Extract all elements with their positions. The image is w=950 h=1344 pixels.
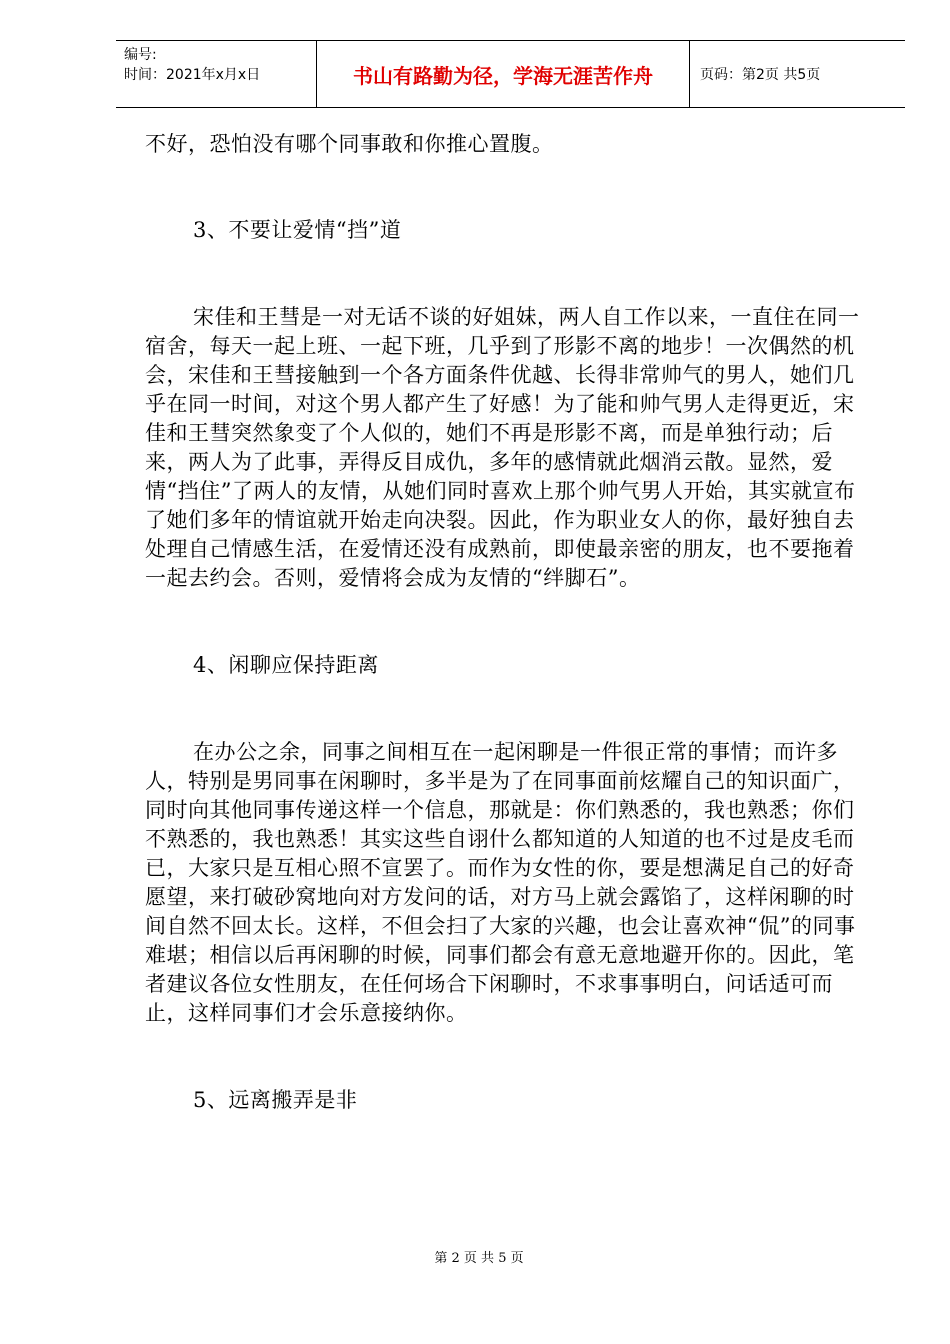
- header-motto: 书山有路勤为径，学海无涯苦作舟: [316, 41, 690, 107]
- number-label: 编号:: [124, 47, 157, 63]
- section-heading-5: 5、远离搬弄是非: [193, 1088, 358, 1112]
- page-header: [116, 40, 905, 108]
- intro-line: 不好，恐怕没有哪个同事敢和你推心置腹。: [145, 132, 554, 156]
- section-body-3: 宋佳和王彗是一对无话不谈的好姐妹，两人自工作以来，一直住在同一宿舍，每天一起上班、一起下班，几乎到了形影不离的地步！一次偶然的机会，宋佳和王彗接触到一个各方面条件优越、长得非常帅气的男人，她们几乎在同一时间，对这个男人都产生了好感！为了能和帅气男人走得更近，宋佳和王彗突然象变了个人似的，她们不再是形影不离，而是单独行动；后来，两人为了此事，弄得反目成仇，多年的感情就此烟消云散。显然，爱情“挡住”了两人的友情，从她们同时喜欢上那个帅气男人开始，其实就宣布了她们多年的情谊就开始走向决裂。因此，作为职业女人的你，最好独自去处理自己情感生活，在爱情还没有成熟前，即使最亲密的朋友，也不要拖着一起去约会。否则，爱情将会成为友情的“绊脚石”。: [145, 305, 860, 590]
- section-body-4: 在办公之余，同事之间相互在一起闲聊是一件很正常的事情；而许多人，特别是男同事在闲聊时，多半是为了在同事面前炫耀自己的知识面广，同时向其他同事传递这样一个信息，那就是：你们熟悉的，我也熟悉；你们不熟悉的，我也熟悉！其实这些自诩什么都知道的人知道的也不过是皮毛而已，大家只是互相心照不宣罢了。而作为女性的你，要是想满足自己的好奇愿望，来打破砂窝地向对方发问的话，对方马上就会露馅了，这样闲聊的时间自然不回太长。这样，不但会扫了大家的兴趣，也会让喜欢神“侃”的同事难堪；相信以后再闲聊的时候，同事们都会有意无意地避开你的。因此，笔者建议各位女性朋友，在任何场合下闲聊时，不求事事明白，问话适可而止，这样同事们才会乐意接纳你。: [145, 740, 856, 1025]
- header-meta: [116, 41, 316, 107]
- page-footer: 第 2 页 共 5 页: [434, 1251, 524, 1266]
- time-label: 时间：2021年x月x日: [124, 67, 261, 83]
- section-heading-3: 3、不要让爱情“挡”道: [193, 218, 402, 242]
- section-heading-4: 4、闲聊应保持距离: [193, 653, 379, 677]
- document-body: [145, 130, 865, 1115]
- header-page-info: 页码：第2页 共5页: [700, 67, 821, 83]
